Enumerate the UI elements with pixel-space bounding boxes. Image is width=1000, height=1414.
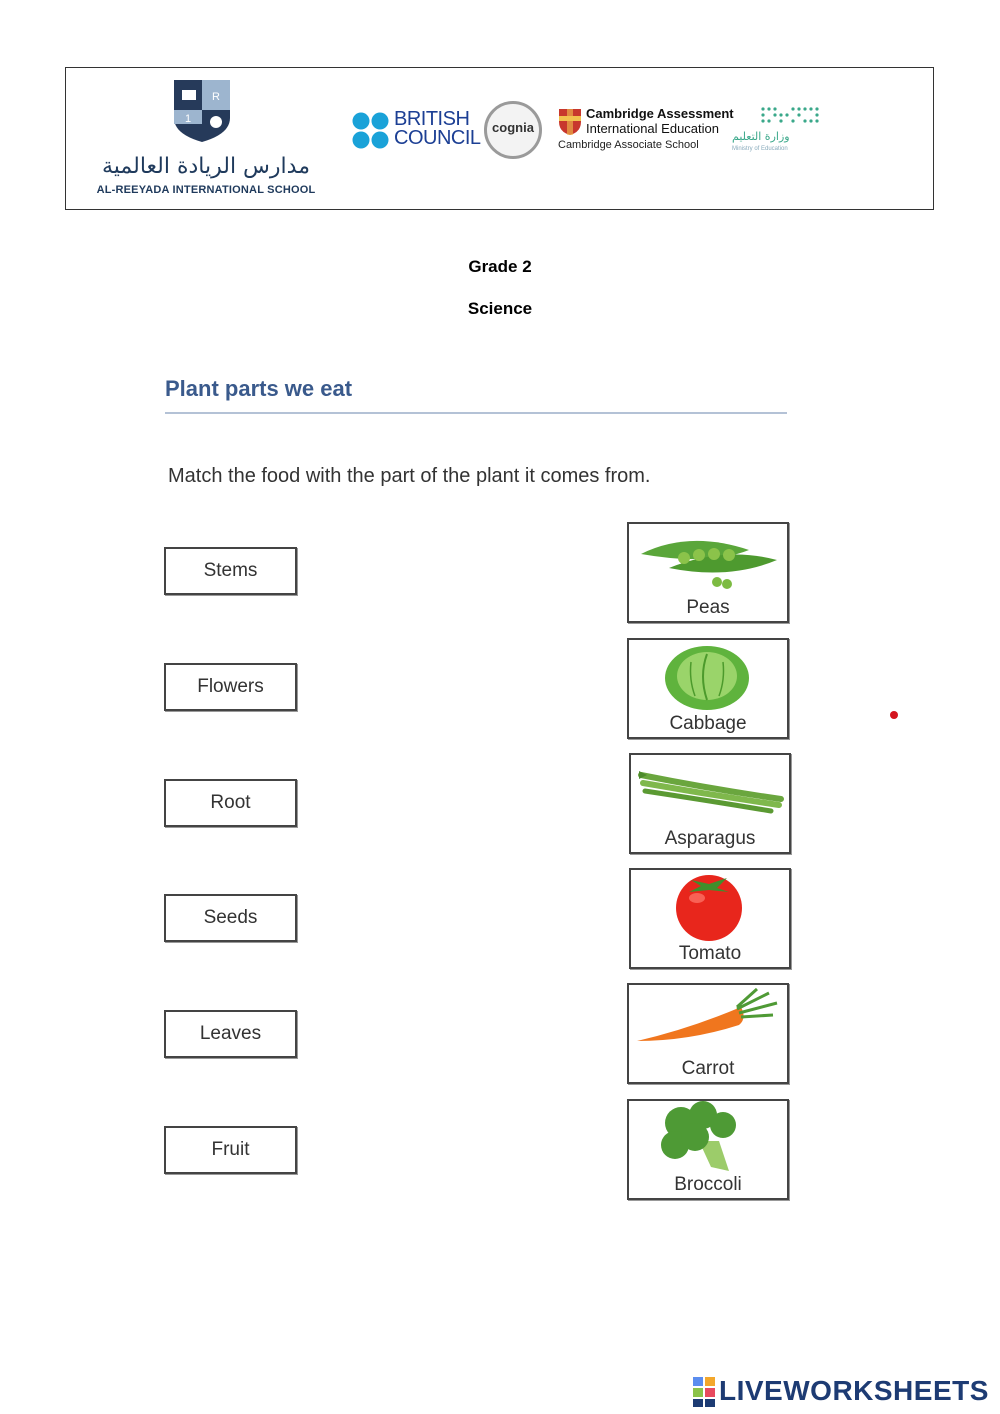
british-council-line1: BRITISH <box>394 108 470 130</box>
school-name-arabic: مدارس الريادة العالمية <box>101 154 310 179</box>
food-label-asparagus: Asparagus <box>664 828 756 849</box>
carrot-icon <box>629 985 787 1057</box>
british-council-line2: COUNCIL <box>394 127 481 149</box>
grade-heading: Grade 2 <box>468 257 532 276</box>
plant-part-fruit[interactable]: Fruit <box>164 1126 297 1174</box>
tomato-icon <box>631 870 789 942</box>
food-label-broccoli: Broccoli <box>674 1174 742 1195</box>
cambridge-logo <box>558 106 748 156</box>
food-card-asparagus[interactable] <box>629 753 791 854</box>
liveworksheets-wordmark: LIVEWORKSHEETS <box>719 1375 989 1406</box>
food-card-broccoli[interactable] <box>627 1099 789 1200</box>
cabbage-icon <box>629 640 787 712</box>
broccoli-icon <box>629 1101 787 1173</box>
cambridge-crest-icon <box>558 108 582 136</box>
plant-part-leaves[interactable]: Leaves <box>164 1010 297 1058</box>
title-divider <box>165 412 787 414</box>
liveworksheets-icon <box>693 1377 715 1407</box>
cambridge-line3: Cambridge Associate School <box>558 139 699 151</box>
header-logo-banner <box>65 67 934 210</box>
section-title: Plant parts we eat <box>165 376 353 401</box>
school-shield-icon <box>172 78 232 144</box>
plant-part-root[interactable]: Root <box>164 779 297 827</box>
cambridge-line2: International Education <box>586 121 719 136</box>
ministry-name-english: Ministry of Education <box>732 146 788 152</box>
subject-heading: Science <box>467 299 533 318</box>
food-label-tomato: Tomato <box>678 943 742 964</box>
asparagus-icon <box>631 755 789 827</box>
food-card-cabbage[interactable] <box>627 638 789 739</box>
food-card-peas[interactable] <box>627 522 789 623</box>
instruction-text: Match the food with the part of the plant it comes from. <box>168 465 651 487</box>
red-marker-dot <box>890 711 898 719</box>
food-label-carrot: Carrot <box>681 1058 735 1079</box>
school-logo <box>86 76 326 201</box>
peas-icon <box>629 524 787 596</box>
food-card-carrot[interactable] <box>627 983 789 1084</box>
plant-part-stems[interactable]: Stems <box>164 547 297 595</box>
food-label-peas: Peas <box>686 597 730 618</box>
food-card-tomato[interactable] <box>629 868 791 969</box>
british-council-logo <box>352 110 482 152</box>
british-council-dots-icon <box>352 112 390 150</box>
plant-part-flowers[interactable]: Flowers <box>164 663 297 711</box>
shield-letter-r: R <box>212 91 220 103</box>
ministry-name-arabic: وزارة التعليم <box>732 130 790 143</box>
shield-number-1: 1 <box>185 113 192 125</box>
ministry-logo <box>732 106 824 158</box>
ministry-dots-icon <box>760 106 822 128</box>
cognia-label: cognia <box>492 120 534 135</box>
cognia-seal <box>484 101 542 159</box>
food-label-cabbage: Cabbage <box>669 713 747 734</box>
plant-part-seeds[interactable]: Seeds <box>164 894 297 942</box>
school-name-english: AL-REEYADA INTERNATIONAL SCHOOL <box>96 184 316 196</box>
cambridge-line1: Cambridge Assessment <box>586 106 734 121</box>
